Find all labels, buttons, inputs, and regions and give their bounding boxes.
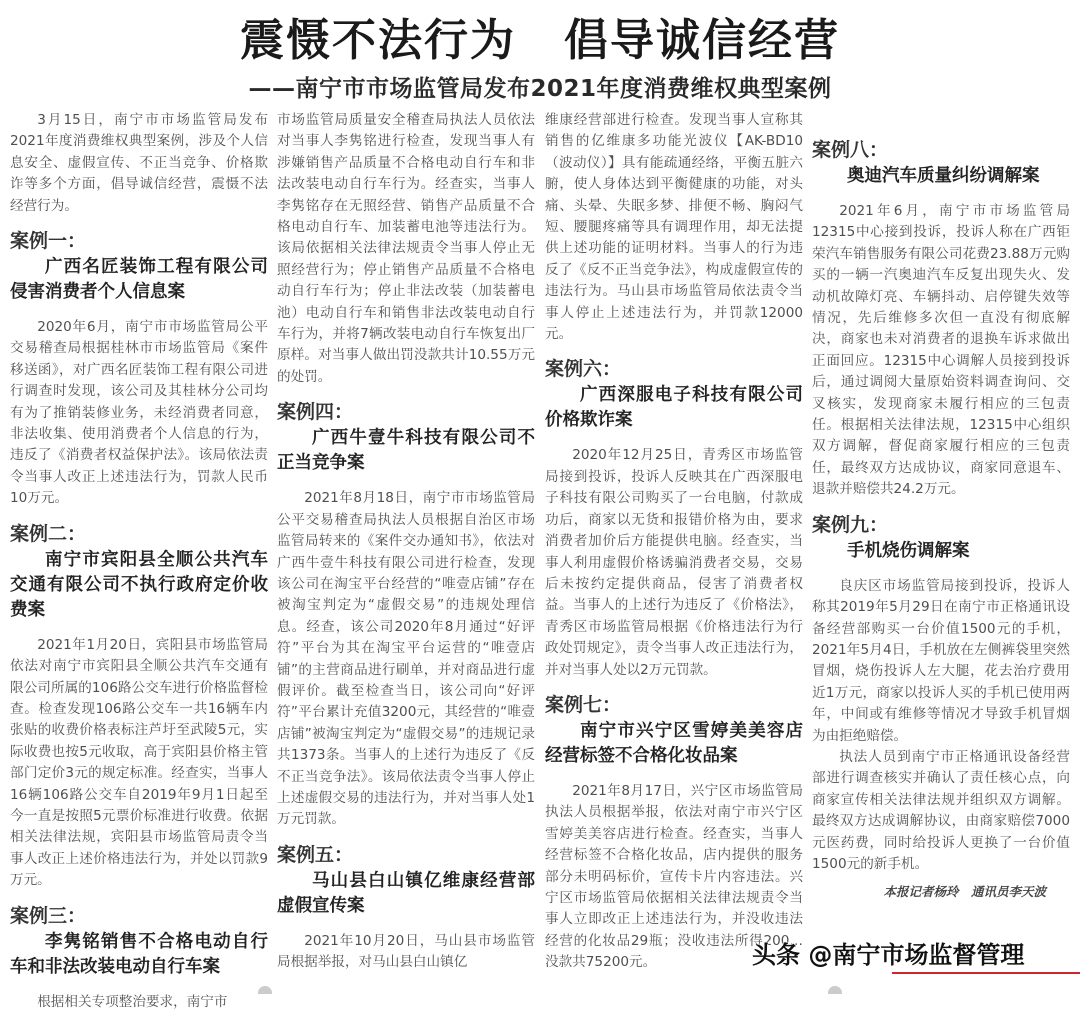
case-3-body-start: 根据相关专项整治要求，南宁市 bbox=[37, 993, 228, 1010]
page-fold-mark-icon bbox=[258, 986, 272, 994]
article-column-3 bbox=[545, 110, 803, 974]
source-watermark bbox=[752, 935, 1024, 970]
case-6-label: 案例六： bbox=[545, 358, 622, 381]
intro-paragraph: 3月15日，南宁市市场监管局发布2021年度消费维权典型案例，涉及个人信息安全、虚假宣传、不正当竞争、价格欺诈等多个方面，倡导诚信经营，震慑不法经营行为。 bbox=[10, 112, 268, 214]
case-2-title: 南宁市宾阳县全顺公共汽车交通有限公司不执行政府定价收费案 bbox=[10, 549, 268, 620]
watermark-text: 头条 @南宁市场监督管理 bbox=[752, 941, 1025, 969]
case-7-label: 案例七： bbox=[545, 693, 622, 716]
case-4-label: 案例四： bbox=[277, 401, 354, 424]
case-5-body-start: 2021年10月20日，马山县市场监管局根据举报，对马山县白山镇亿 bbox=[277, 932, 535, 971]
subheadline: ——南宁市市场监管局发布2021年度消费维权典型案例 bbox=[248, 76, 832, 102]
case-3-title: 李隽铭销售不合格电动自行车和非法改装电动自行车案 bbox=[10, 931, 268, 977]
article-column-2 bbox=[277, 110, 535, 974]
case-9-body-2: 执法人员到南宁市正格通讯设备经营部进行调查核实并确认了责任核心点，向商家宣传相关法律法规并组织双方调解。最终双方达成调解协议，由商家赔偿7000元医药费，同时给投诉人更换了一台价值1500元的新手机。 bbox=[812, 748, 1070, 872]
case-3-label: 案例三： bbox=[10, 904, 87, 927]
case-1-body: 2020年6月，南宁市市场监管局公平交易稽查局根据桂林市市场监管局《案件移送函》，对广西名匠装饰工程有限公司进行调查时发现，该公司及其桂林分公司均有为了推销装修业务，未经消费者同意，非法收集、使用消费者个人信息的行为，违反了《消费者权益保护法》。该局依法责令当事人改正上述违法行为，罚款人民币10万元。 bbox=[10, 319, 268, 507]
case-4-body: 2021年8月18日，南宁市市场监管局公平交易稽查局执法人员根据自治区市场监管局转来的《案件交办通知书》，依法对广西牛壹牛科技有限公司进行检查，发现该公司在淘宝平台经营的“唯壹店铺”存在被淘宝判定为“虚假交易”的违规处理信息。经查，该公司2020年8月通过“好评符”平台为其在淘宝平台运营的“唯壹店铺”的主营商品进行刷单，并对商品进行虚假评价。截至检查当日，该公司向“好评符”平台累计充值3200元，其经营的“唯壹店铺”被淘宝判定为“虚假交易”的违规记录共1373条。当事人的上述行为违反了《反不正当竞争法》。该局依法责令当事人停止上述虚假交易的违法行为，并对当事人处1万元罚款。 bbox=[277, 490, 535, 828]
case-9-label: 案例九： bbox=[812, 513, 889, 536]
case-8-title: 奥迪汽车质量纠纷调解案 bbox=[847, 166, 1040, 186]
headline-part2: 倡导诚信经营 bbox=[564, 15, 840, 66]
article-column-1 bbox=[10, 110, 268, 1013]
case-7-title: 南宁市兴宁区雪婷美美容店经营标签不合格化妆品案 bbox=[545, 720, 803, 766]
case-8-body: 2021年6月，南宁市市场监管局12315中心接到投诉，投诉人称在广西钜荣汽车销售服务有限公司花费23.88万元购买的一辆一汽奥迪汽车反复出现失火、发动机故障灯亮、车辆抖动、启停键失效等情况，先后维修多次但一直没有彻底解决，商家也未对消费者的退换车诉求做出正面回应。12315中心调解人员接到投诉后，通过调阅大量原始资料调查询问、交叉核实，发现商家未履行相应的三包责任。根据相关法律法规，12315中心组织双方调解，督促商家履行相应的三包责任，最终双方达成协议，商家同意退车、退款并赔偿共24.2万元。 bbox=[812, 203, 1070, 498]
case-6-body: 2020年12月25日，青秀区市场监管局接到投诉，投诉人反映其在广西深服电子科技有限公司购买了一台电脑，付款成功后，商家以无货和报错价格为由，要求消费者加价后方能提供电脑。经查实，当事人利用虚假价格诱骗消费者交易，交易后未按约定提供商品，侵害了消费者权益。当事人的上述行为违反了《价格法》，青秀区市场监管局根据《价格违法行为行政处罚规定》，责令当事人改正违法行为，并对当事人处以2万元罚款。 bbox=[545, 447, 803, 678]
case-9-body: 良庆区市场监管局接到投诉，投诉人称其2019年5月29日在南宁市正格通讯设备经营部购买一台价值1500元的手机，2021年5月4日，手机放在左侧裤袋里突然冒烟，烧伤投诉人左大腿，花去治疗费用近1万元，商家以投诉人买的手机已使用两年，中间或有维修等情况才导致手机冒烟为由拒绝赔偿。 bbox=[812, 577, 1070, 744]
case-4-title: 广西牛壹牛科技有限公司不正当竞争案 bbox=[277, 428, 535, 474]
watermark-underline bbox=[892, 972, 1080, 974]
byline: 本报记者杨玲 通讯员李天波 bbox=[883, 884, 1046, 900]
case-9-title: 手机烧伤调解案 bbox=[847, 540, 970, 561]
case-7-body: 2021年8月17日，兴宁区市场监管局执法人员根据举报，依法对南宁市兴宁区雪婷美美容店进行检查。经查实，当事人经营标签不合格化妆品，店内提供的服务部分未明码标价，宣传卡片内容违法。兴宁区市场监管局依据相关法律法规责令当事人立即改正上述违法行为，并没收违法经营的化妆品29瓶；没收违法所得200…没款共75200元。 bbox=[545, 782, 803, 971]
case-2-label: 案例二： bbox=[10, 522, 87, 545]
case-5-label: 案例五： bbox=[277, 843, 354, 866]
headline bbox=[0, 14, 1080, 68]
case-5-title: 马山县白山镇亿维康经营部虚假宣传案 bbox=[277, 870, 535, 916]
case-6-title: 广西深服电子科技有限公司价格欺诈案 bbox=[545, 385, 803, 431]
article-column-4 bbox=[812, 126, 1070, 903]
case-1-title: 广西名匠装饰工程有限公司侵害消费者个人信息案 bbox=[10, 257, 268, 303]
page-fold-mark-icon bbox=[828, 986, 842, 994]
case-1-label: 案例一： bbox=[10, 230, 87, 253]
headline-part1: 震慑不法行为 bbox=[240, 15, 516, 66]
case-3-body-cont: 市场监管局质量安全稽查局执法人员依法对当事人李隽铭进行检查，发现当事人有涉嫌销售产品质量不合格电动自行车和非法改装电动自行车行为。经查实，当事人李隽铭存在无照经营、销售产品质量不合格电动自行车、加装蓄电池等违法行为。该局依据相关法律法规责令当事人停止无照经营行为；停止销售产品质量不合格电动自行车行为；停止非法改装（加装蓄电池）电动自行车和销售非法改装电动自行车行为，并将7辆改装电动自行车恢复出厂原样。对当事人做出罚没款共计10.55万元的处罚。 bbox=[277, 112, 535, 385]
case-8-label: 案例八： bbox=[812, 139, 889, 161]
case-2-body: 2021年1月20日，宾阳县市场监管局依法对南宁市宾阳县全顺公共汽车交通有限公司所属的106路公交车进行价格监督检查。检查发现106路公交车一共16辆车内张贴的收费价格表标注芦圩至武陵5元，实际收费也按5元收取，高于宾阳县价格主管部门定价3元的规定标准。经查实，当事人16辆106路公交车自2019年9月1日起至今一直是按照5元票价标准进行收费。依据相关法律法规，宾阳县市场监管局责令当事人改正上述价格违法行为，并处以罚款9万元。 bbox=[10, 636, 268, 889]
case-5-body-cont: 维康经营部进行检查。发现当事人宣称其销售的亿维康多功能光波仪【AK-BD10（波动仪）】具有能疏通经络，平衡五脏六腑，使人身体达到平衡健康的功能，对头痛、头晕、失眠多梦、排便不畅、胸闷气短、腰腿疼痛等具有调理作用，却无法提供上述功能的证明材料。当事人的行为违反了《反不正当竞争法》，构成虚假宣传的违法行为。马山县市场监管局依法责令当事人停止上述违法行为，并罚款12000元。 bbox=[545, 112, 803, 343]
